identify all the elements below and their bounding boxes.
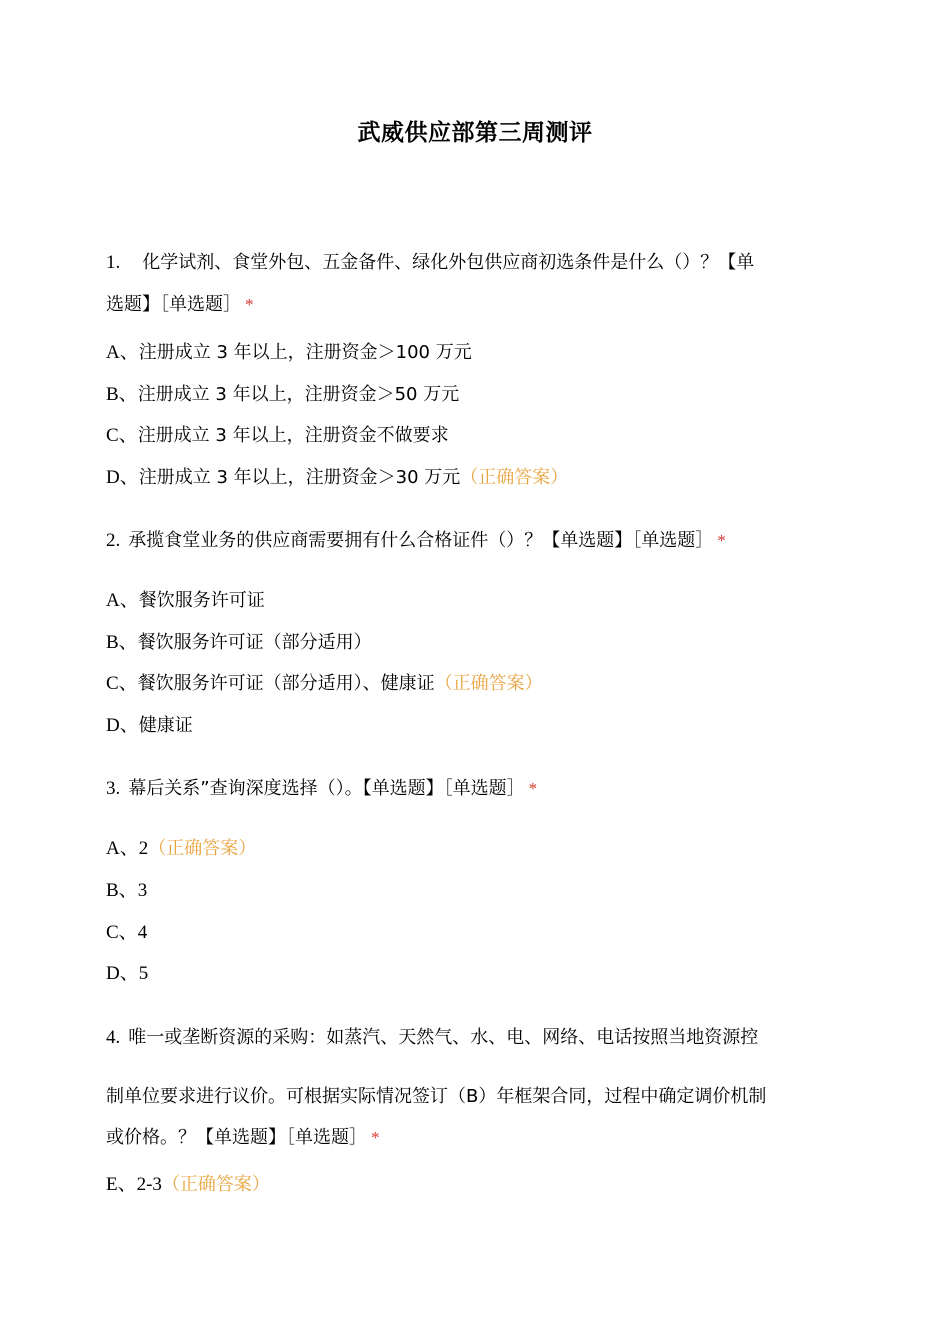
question-text: 选题】［单选题］	[106, 294, 241, 315]
question-text: 化学试剂、食堂外包、五金备件、绿化外包供应商初选条件是什么（）？【单	[142, 252, 755, 273]
question-number: 4.	[106, 1027, 121, 1048]
option-key: B、	[106, 384, 138, 405]
option-key: C、	[106, 922, 138, 943]
question-4-line3	[106, 1125, 380, 1151]
question-1-line1	[106, 250, 754, 276]
option-3b[interactable]	[106, 878, 147, 904]
option-text: 餐饮服务许可证	[138, 590, 265, 611]
option-1a[interactable]	[106, 340, 472, 366]
option-1d[interactable]	[106, 465, 568, 491]
option-text: 4	[137, 922, 148, 943]
question-text: 或价格。？【单选题】［单选题］	[106, 1127, 367, 1148]
option-3c[interactable]	[106, 920, 147, 946]
option-text: 餐饮服务许可证（部分适用）、健康证	[137, 673, 435, 694]
correct-answer-label: （正确答案）	[434, 673, 543, 694]
option-key: A、	[106, 590, 139, 611]
question-text: 承揽食堂业务的供应商需要拥有什么合格证件（）？【单选题】［单选题］	[128, 530, 714, 551]
required-mark: *	[528, 779, 538, 798]
option-1b[interactable]	[106, 382, 459, 408]
option-text: 餐饮服务许可证（部分适用）	[137, 632, 372, 653]
correct-answer-label: （正确答案）	[148, 838, 257, 859]
option-key: D、	[106, 467, 139, 488]
option-2a[interactable]	[106, 588, 265, 614]
option-key: C、	[106, 673, 138, 694]
option-key: D、	[106, 963, 139, 984]
page-title: 武威供应部第三周测评	[357, 120, 593, 146]
option-key: A、	[106, 838, 139, 859]
option-text: 注册成立 3 年以上，注册资金＞30 万元	[138, 467, 461, 488]
option-text: 2	[138, 838, 149, 859]
option-key: B、	[106, 632, 138, 653]
question-3-line1	[106, 776, 537, 802]
option-3d[interactable]	[106, 961, 148, 987]
question-number: 1.	[106, 252, 121, 273]
option-text: 注册成立 3 年以上，注册资金＞50 万元	[137, 384, 460, 405]
option-1c[interactable]	[106, 423, 449, 449]
required-mark: *	[245, 295, 254, 314]
question-1-line2	[106, 292, 254, 318]
option-text: 5	[138, 963, 149, 984]
option-text: 健康证	[138, 715, 193, 736]
question-number: 2.	[106, 530, 121, 551]
question-text: 幕后关系”查询深度选择（）。【单选题】［单选题］	[128, 778, 525, 799]
option-2c[interactable]	[106, 671, 543, 697]
option-text: 注册成立 3 年以上，注册资金不做要求	[137, 425, 449, 446]
option-2d[interactable]	[106, 713, 193, 739]
question-4-line1	[106, 1025, 758, 1051]
option-2b[interactable]	[106, 630, 372, 656]
required-mark: *	[717, 531, 726, 550]
option-4e[interactable]	[106, 1172, 270, 1198]
required-mark: *	[371, 1128, 380, 1147]
option-3a[interactable]	[106, 836, 256, 862]
option-key: E、	[106, 1174, 137, 1195]
option-text: 3	[137, 880, 148, 901]
correct-answer-label: （正确答案）	[460, 467, 569, 488]
option-key: C、	[106, 425, 138, 446]
question-4-line2	[106, 1084, 766, 1110]
question-number: 3.	[106, 778, 121, 799]
question-text: 制单位要求进行议价。可根据实际情况签订（B）年框架合同，过程中确定调价机制	[106, 1086, 767, 1107]
question-2-line1	[106, 528, 726, 554]
correct-answer-label: （正确答案）	[161, 1174, 270, 1195]
option-text: 2-3	[136, 1174, 162, 1195]
option-key: A、	[106, 342, 139, 363]
option-text: 注册成立 3 年以上，注册资金＞100 万元	[138, 342, 472, 363]
question-text: 唯一或垄断资源的采购：如蒸汽、天然气、水、电、网络、电话按照当地资源控	[128, 1027, 759, 1048]
option-key: D、	[106, 715, 139, 736]
option-key: B、	[106, 880, 138, 901]
